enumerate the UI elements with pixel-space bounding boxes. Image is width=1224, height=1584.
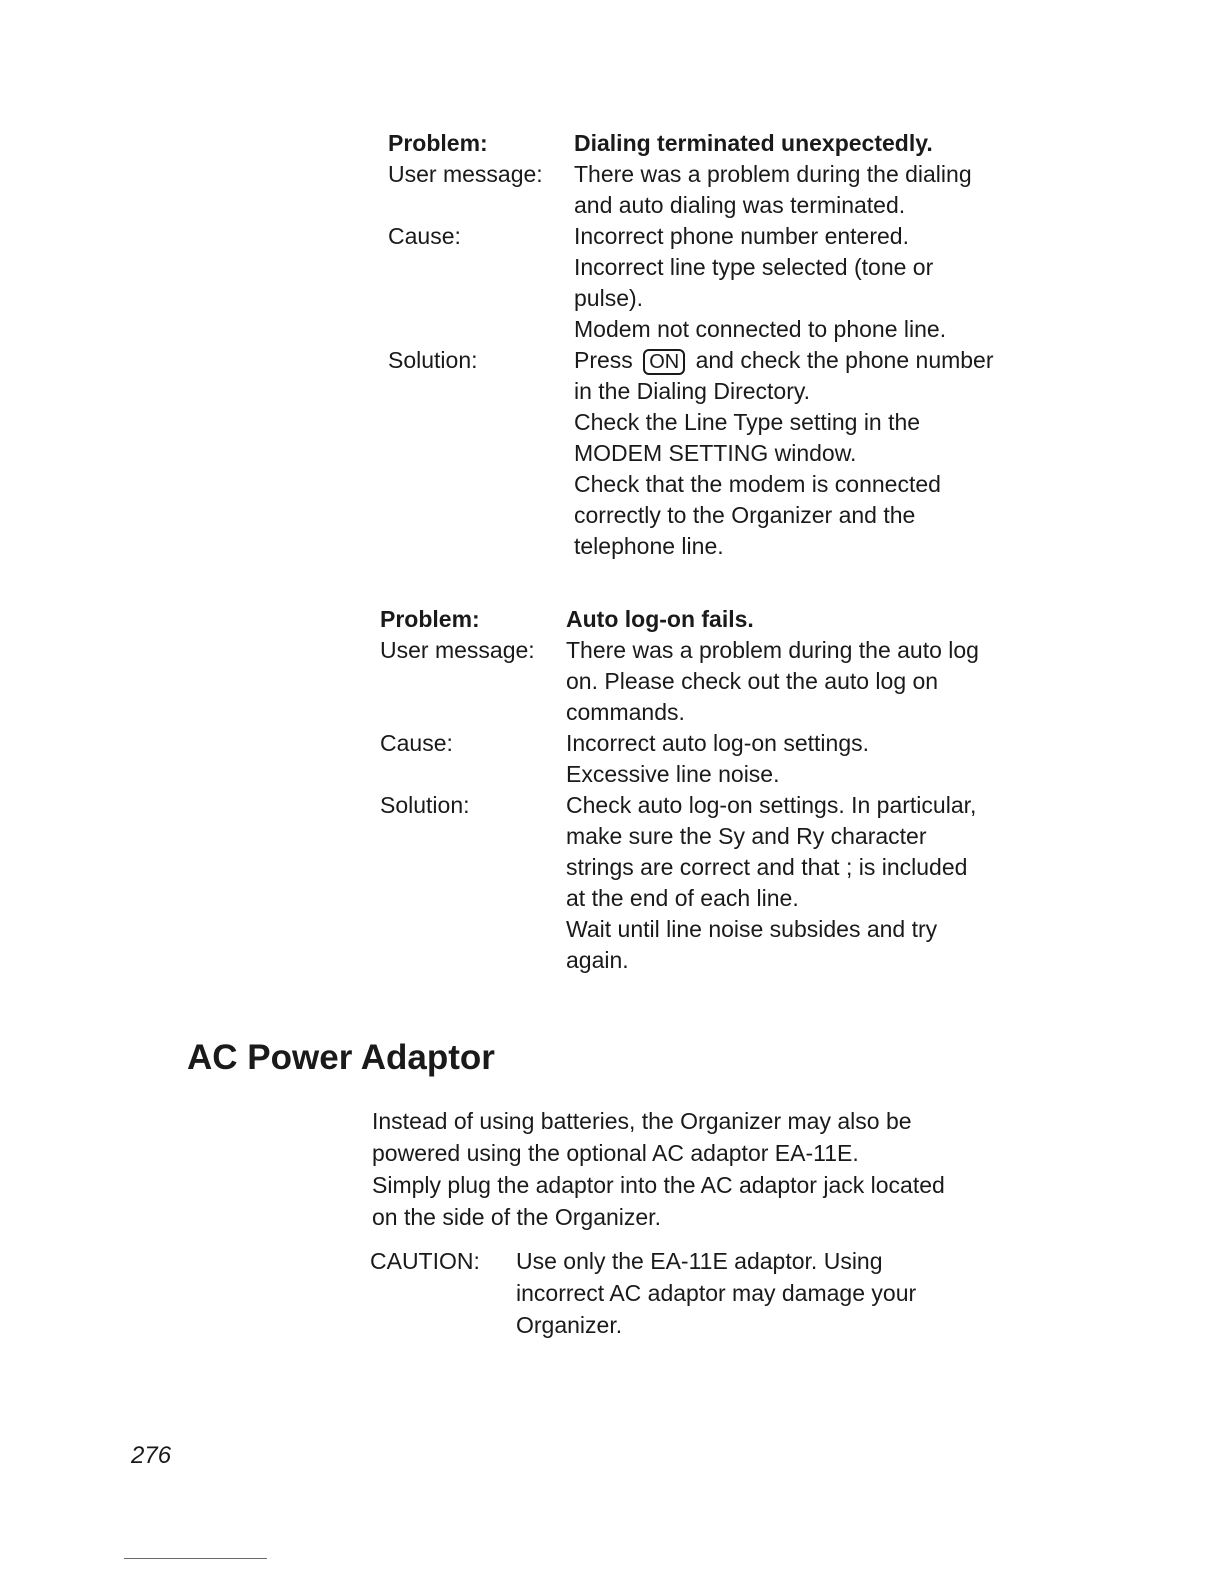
cause-row xyxy=(388,223,1068,254)
cause-row xyxy=(388,316,1068,347)
solution-row xyxy=(388,502,1068,533)
solution-line: Check the Line Type setting in the xyxy=(574,409,921,435)
message-row xyxy=(380,637,1070,668)
cause-line: Incorrect phone number entered. xyxy=(574,223,909,249)
solution-line: again. xyxy=(566,947,629,973)
solution-line: MODEM SETTING window. xyxy=(574,440,857,466)
cause-row xyxy=(380,761,1070,792)
problem-text: Auto log-on fails. xyxy=(566,606,754,632)
problem-1 xyxy=(388,130,1068,564)
solution-line xyxy=(574,347,994,375)
solution-line: make sure the Sy and Ry character xyxy=(566,823,927,849)
caution-line: incorrect AC adaptor may damage your xyxy=(516,1280,917,1306)
solution-line: Wait until line noise subsides and try xyxy=(566,916,938,942)
solution-row xyxy=(380,885,1070,916)
cause-line: Modem not connected to phone line. xyxy=(574,316,947,342)
paragraph-line: on the side of the Organizer. xyxy=(372,1204,661,1230)
solution-row xyxy=(388,378,1068,409)
solution-line: telephone line. xyxy=(574,533,724,559)
solution-label: Solution: xyxy=(380,792,470,818)
solution-row xyxy=(380,854,1070,885)
message-line: on. Please check out the auto log on xyxy=(566,668,939,694)
cause-line: Incorrect line type selected (tone or xyxy=(574,254,934,280)
problem-label: Problem: xyxy=(388,130,488,156)
cause-line: pulse). xyxy=(574,285,644,311)
message-line: There was a problem during the dialing xyxy=(574,161,972,187)
problem-2 xyxy=(380,606,1070,978)
page-number: 276 xyxy=(131,1442,172,1469)
paragraph-line: powered using the optional AC adaptor EA-11E. xyxy=(372,1140,859,1166)
solution-row xyxy=(380,792,1070,823)
cause-line: Incorrect auto log-on settings. xyxy=(566,730,869,756)
solution-label: Solution: xyxy=(388,347,478,373)
cause-label: Cause: xyxy=(388,223,461,249)
solution-row xyxy=(380,916,1070,947)
solution-line: Check that the modem is connected xyxy=(574,471,941,497)
message-row xyxy=(380,699,1070,730)
footer-rule xyxy=(124,1558,267,1559)
section-heading: AC Power Adaptor xyxy=(187,1038,495,1077)
solution-rest: and check the phone number xyxy=(695,347,994,373)
message-line: commands. xyxy=(566,699,685,725)
cause-row xyxy=(388,285,1068,316)
paragraph-line: Instead of using batteries, the Organizer may also be xyxy=(372,1108,912,1134)
solution-line: at the end of each line. xyxy=(566,885,799,911)
message-row xyxy=(388,192,1068,223)
solution-row xyxy=(388,533,1068,564)
solution-line: correctly to the Organizer and the xyxy=(574,502,916,528)
paragraph-line: Simply plug the adaptor into the AC adaptor jack located xyxy=(372,1172,945,1198)
solution-line: strings are correct and that ; is included xyxy=(566,854,968,880)
problem-label: Problem: xyxy=(380,606,480,632)
solution-row xyxy=(388,440,1068,471)
solution-row xyxy=(388,409,1068,440)
press-text: Press xyxy=(574,347,633,373)
caution-line: Use only the EA-11E adaptor. Using xyxy=(516,1248,883,1274)
solution-row xyxy=(388,347,1068,378)
caution-line: Organizer. xyxy=(516,1312,623,1338)
problem-1-row xyxy=(388,130,1068,161)
message-label: User message: xyxy=(388,161,543,187)
solution-row xyxy=(380,947,1070,978)
solution-row xyxy=(388,471,1068,502)
problem-text: Dialing terminated unexpectedly. xyxy=(574,130,933,156)
message-label: User message: xyxy=(380,637,535,663)
cause-line: Excessive line noise. xyxy=(566,761,780,787)
cause-label: Cause: xyxy=(380,730,453,756)
on-key-icon: ON xyxy=(643,349,685,375)
caution-label: CAUTION: xyxy=(370,1248,480,1274)
problem-2-row xyxy=(380,606,1070,637)
message-row xyxy=(388,161,1068,192)
message-line: and auto dialing was terminated. xyxy=(574,192,906,218)
cause-row xyxy=(380,730,1070,761)
message-row xyxy=(380,668,1070,699)
cause-row xyxy=(388,254,1068,285)
solution-line: in the Dialing Directory. xyxy=(574,378,811,404)
solution-row xyxy=(380,823,1070,854)
solution-line: Check auto log-on settings. In particular, xyxy=(566,792,977,818)
message-line: There was a problem during the auto log xyxy=(566,637,979,663)
